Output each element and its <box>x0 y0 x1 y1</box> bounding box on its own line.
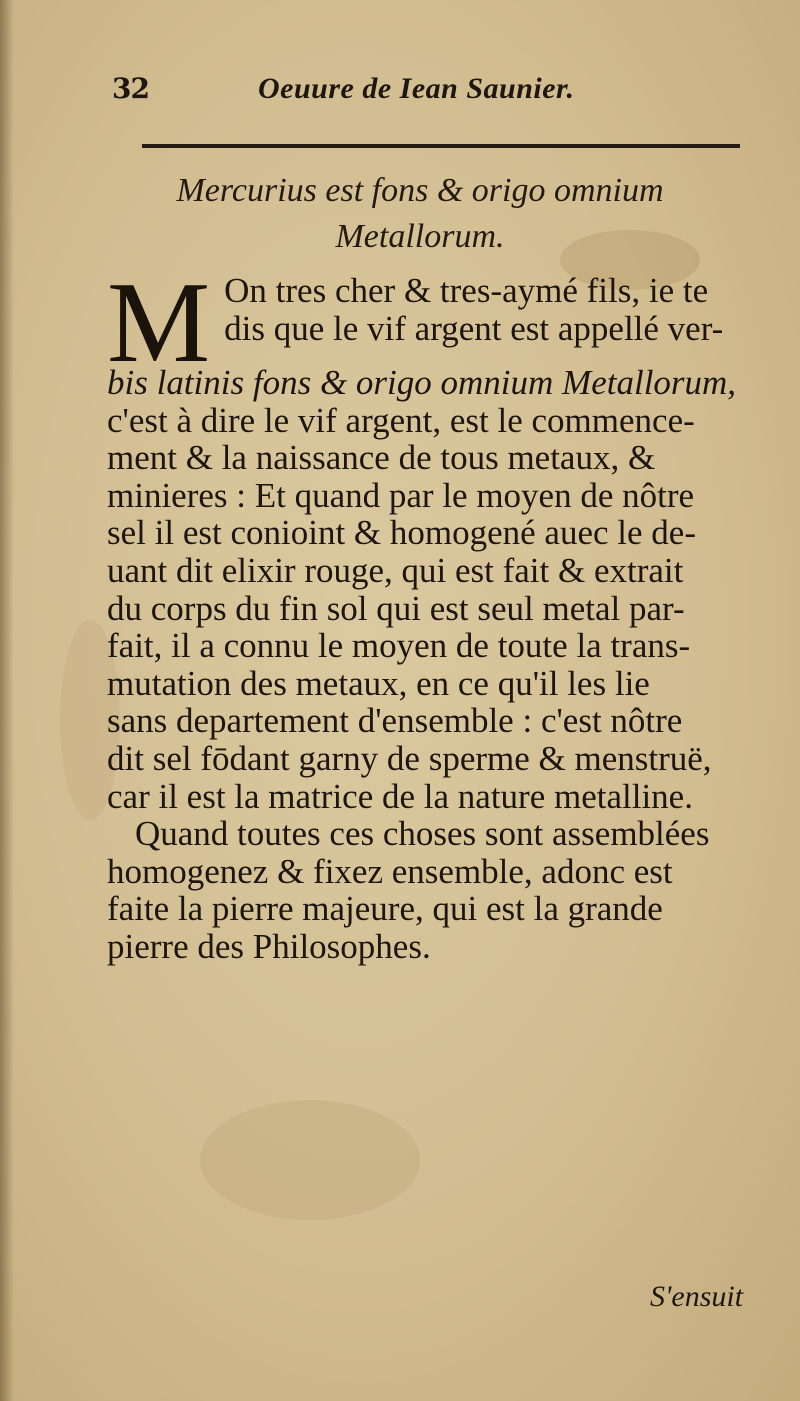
text-line: uant dit elixir rouge, qui est fait & extrait <box>107 550 684 590</box>
text-line: car il est la matrice de la nature metalline. <box>107 776 693 816</box>
text-line: mutation des metaux, en ce qu'il les lie <box>107 663 650 703</box>
text-line: bis latinis fons & origo omnium Metallorum, <box>107 363 737 402</box>
running-title: Oeuure de Iean Saunier. <box>258 72 575 105</box>
text-line: On tres cher & tres-aymé fils, ie te <box>224 271 709 310</box>
text-line: du corps du fin sol qui est seul metal par- <box>107 588 685 628</box>
header-rule <box>142 144 740 148</box>
text-line: dis que le vif argent est appellé ver- <box>224 308 724 348</box>
text-line: c'est à dire le vif argent, est le commence- <box>107 400 695 440</box>
text-line: ment & la naissance de tous metaux, & <box>107 438 656 478</box>
drop-cap: M <box>107 259 211 387</box>
running-header <box>0 72 800 112</box>
page-number: 32 <box>112 72 149 105</box>
catchword: S'ensuit <box>650 1280 744 1313</box>
text-line: Quand toutes ces choses sont assemblées <box>135 814 710 854</box>
text-line: sel il est conioint & homogené auec le de- <box>107 513 696 553</box>
chapter-heading-line: Mercurius est fons & origo omnium <box>176 172 664 209</box>
text-line: sans departement d'ensemble : c'est nôtre <box>107 701 683 741</box>
paper-stain <box>200 1100 420 1220</box>
chapter-heading-line: Metallorum. <box>335 218 505 255</box>
text-line: minieres : Et quand par le moyen de nôtre <box>107 475 695 515</box>
chapter-heading <box>120 168 720 260</box>
text-line: dit sel fōdant garny de sperme & menstruë, <box>107 738 712 778</box>
text-line: faite la pierre majeure, qui est la grande <box>107 889 663 929</box>
body-text <box>107 259 767 966</box>
text-line: homogenez & fixez ensemble, adonc est <box>107 851 673 891</box>
text-line: fait, il a connu le moyen de toute la trans- <box>107 626 691 666</box>
gutter-shadow <box>0 0 14 1401</box>
text-line: pierre des Philosophes. <box>107 926 431 966</box>
